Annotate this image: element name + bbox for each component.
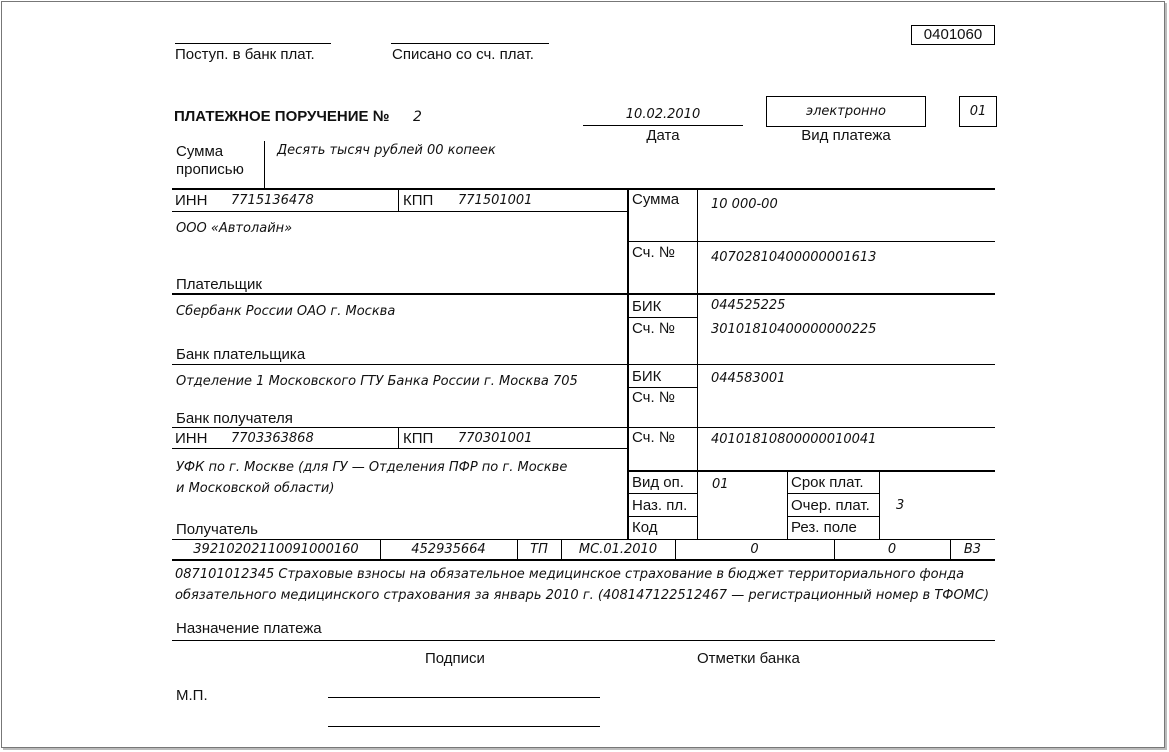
payee-inn: 7703363868	[231, 431, 314, 446]
payee-name-line-1: УФК по г. Москве (для ГУ — Отделения ПФР по г. Москве	[176, 460, 568, 475]
tax-field-okato: 452935664	[411, 542, 486, 557]
operation-type-label: Вид оп.	[632, 474, 684, 491]
payer-bank-account-label: Сч. №	[632, 320, 675, 337]
payee-kpp-label: КПП	[403, 430, 434, 447]
payer-inn-line	[172, 211, 627, 212]
tax-row-bottom	[172, 559, 995, 561]
received-line	[175, 43, 331, 44]
amount-words-value: Десять тысяч рублей 00 копеек	[277, 143, 496, 158]
due-date-label: Срок плат.	[791, 474, 864, 491]
payer-bank-name: Сбербанк России ОАО г. Москва	[176, 304, 396, 319]
reserve-label: Рез. поле	[791, 519, 857, 536]
payee-bank-label: Банк получателя	[176, 410, 293, 427]
payee-bank-bik: 044583001	[711, 371, 786, 386]
tax-field-kbk: 39210202110091000160	[193, 542, 359, 557]
payer-bank-account: 30101810400000000225	[711, 322, 877, 337]
payee-inn-divider	[398, 427, 399, 449]
amount-label: Сумма	[632, 191, 680, 208]
date-line	[583, 125, 743, 126]
signature-line-2	[328, 726, 600, 727]
tax-field-period: МС.01.2010	[578, 542, 658, 557]
tax-field-doc-number: 0	[750, 542, 759, 557]
code-label: Код	[632, 519, 658, 536]
amount-line	[627, 241, 995, 242]
payer-bank-bik-line	[627, 317, 697, 318]
grid-line-payer-bank	[172, 293, 995, 295]
operation-type-value: 01	[712, 477, 729, 492]
payer-inn-label: ИНН	[175, 192, 208, 209]
signature-line-1	[328, 697, 600, 698]
grid-line-operation	[627, 470, 995, 472]
operation-row-line-2b	[787, 516, 879, 517]
purpose-line-2: обязательного медицинского страхования за январь 2010 г. (408147122512467 — регистрационный номер в ТФОМС)	[175, 588, 990, 603]
tax-row-top	[172, 539, 995, 540]
operation-divider-1	[787, 470, 788, 539]
received-label: Поступ. в банк плат.	[175, 46, 315, 63]
grid-line-payee	[172, 427, 995, 428]
payee-bank-bik-label: БИК	[632, 368, 662, 385]
bank-marks-label: Отметки банка	[697, 650, 800, 667]
payer-inn: 7715136478	[231, 193, 314, 208]
order-label: Очер. плат.	[791, 497, 870, 514]
payer-label: Плательщик	[176, 276, 262, 293]
amount-words-divider	[264, 141, 265, 189]
payment-type-label: Вид платежа	[801, 127, 891, 144]
purpose-line-1: 087101012345 Страховые взносы на обязательное медицинское страхование в бюджет территориального фонда	[175, 567, 965, 582]
amount-value: 10 000-00	[711, 197, 778, 212]
payer-account: 40702810400000001613	[711, 250, 877, 265]
debited-line	[391, 43, 549, 44]
document-number: 2	[413, 109, 422, 125]
payee-inn-line	[172, 448, 627, 449]
tax-field-basis: ТП	[530, 542, 548, 557]
operation-row-line-1b	[787, 493, 879, 494]
payer-inn-divider	[398, 188, 399, 212]
payer-kpp: 771501001	[458, 193, 533, 208]
purpose-code-label: Наз. пл.	[632, 497, 688, 514]
payee-inn-label: ИНН	[175, 430, 208, 447]
form-code-box	[911, 25, 995, 45]
stamp-label: М.П.	[176, 687, 208, 704]
amount-words-label-1: Сумма	[176, 143, 224, 160]
payee-label: Получатель	[176, 521, 258, 538]
payee-bank-bik-line	[627, 387, 697, 388]
payer-bank-label: Банк плательщика	[176, 346, 306, 363]
payee-account: 40101810800000010041	[711, 432, 877, 447]
date-value: 10.02.2010	[625, 107, 701, 122]
document-title: ПЛАТЕЖНОЕ ПОРУЧЕНИЕ №	[174, 108, 390, 125]
payer-kpp-label: КПП	[403, 192, 434, 209]
operation-row-line-2	[627, 516, 697, 517]
payee-name-line-2: и Московской области)	[176, 481, 335, 496]
signatures-label: Подписи	[425, 650, 485, 667]
purpose-line	[172, 640, 995, 641]
grid-line-top	[172, 188, 995, 190]
order-value: 3	[896, 498, 905, 513]
form-code: 0401060	[923, 26, 983, 43]
payment-type-value: электронно	[805, 104, 887, 119]
grid-line-payee-bank	[172, 364, 995, 365]
status-code-box	[959, 96, 997, 127]
operation-divider-2	[879, 470, 880, 539]
payer-account-label: Сч. №	[632, 244, 675, 261]
operation-row-line-1	[627, 493, 697, 494]
amount-words-label-2: прописью	[176, 161, 244, 178]
tax-field-type: В3	[963, 542, 982, 557]
payee-account-label: Сч. №	[632, 429, 675, 446]
payer-bank-bik-label: БИК	[632, 298, 662, 315]
tax-field-doc-date: 0	[887, 542, 897, 557]
payee-bank-name: Отделение 1 Московского ГТУ Банка России г. Москва 705	[176, 374, 578, 389]
purpose-label: Назначение платежа	[176, 620, 322, 637]
payee-kpp: 770301001	[458, 431, 533, 446]
status-code: 01	[969, 104, 987, 119]
date-label: Дата	[646, 127, 680, 144]
payer-name: ООО «Автолайн»	[176, 221, 293, 236]
payer-bank-bik: 044525225	[711, 298, 786, 313]
payment-type-box	[766, 96, 926, 127]
debited-label: Списано со сч. плат.	[392, 46, 534, 63]
payee-bank-account-label: Сч. №	[632, 389, 675, 406]
